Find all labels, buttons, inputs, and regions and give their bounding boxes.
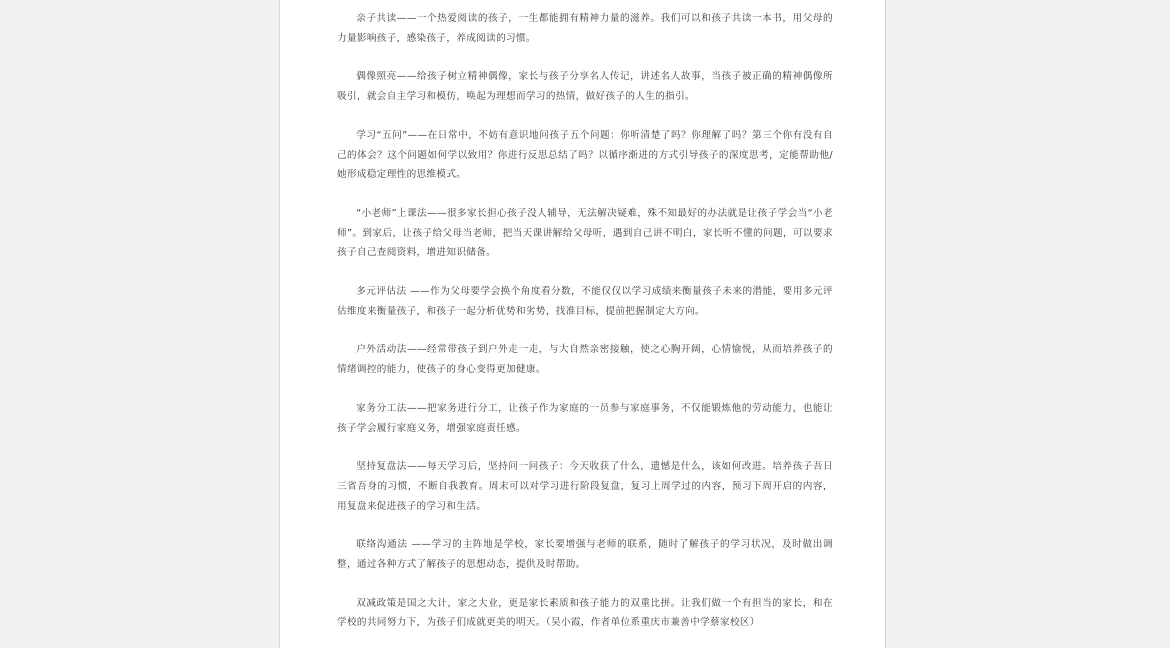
- paragraph-five-questions: 学习“五问”——在日常中，不妨有意识地问孩子五个问题：你听清楚了吗？你理解了吗？第三个你有没有自己的体会？这个问题如何学以致用？你进行反思总结了吗？以循序渐进的方式引导孩子的深度思考，定能帮助他/她形成稳定理性的思维模式。: [337, 129, 833, 181]
- document-page: [279, 0, 886, 648]
- article-body: [337, 9, 833, 648]
- paragraph-little-teacher: “小老师”上课法——很多家长担心孩子没人辅导，无法解决疑难，殊不知最好的办法就是让孩子学会当“小老师”。到家后，让孩子给父母当老师，把当天课讲解给父母听，遇到自己讲不明白，家长听不懂的问题，可以要求孩子自己查阅资料，增进知识储备。: [337, 207, 833, 259]
- paragraph-outdoor-activity: 户外活动法——经常带孩子到户外走一走，与大自然亲密接触，使之心胸开阔，心情愉悦，从而培养孩子的情绪调控的能力，使孩子的身心变得更加健康。: [337, 344, 833, 376]
- paragraph-reading-together: 亲子共读——一个热爱阅读的孩子，一生都能拥有精神力量的滋养。我们可以和孩子共读一本书，用父母的力量影响孩子，感染孩子，养成阅读的习惯。: [337, 13, 833, 44]
- paragraph-review: 坚持复盘法——每天学习后，坚持问一问孩子：今天收获了什么，遗憾是什么，该如何改进。培养孩子吾日三省吾身的习惯，不断自我教育。周末可以对学习进行阶段复盘，复习上周学过的内容，预习下周开启的内容，用复盘来促进孩子的学习和生活。: [337, 461, 833, 512]
- paragraph-role-model: 偶像照亮——给孩子树立精神偶像，家长与孩子分享名人传记，讲述名人故事，当孩子被正确的精神偶像所吸引，就会自主学习和模仿，唤起为理想而学习的热情，做好孩子的人生的指引。: [337, 71, 833, 103]
- paragraph-housework: 家务分工法——把家务进行分工，让孩子作为家庭的一员参与家庭事务，不仅能锻炼他的劳动能力，也能让孩子学会履行家庭义务，增强家庭责任感。: [337, 402, 833, 434]
- paragraph-multi-evaluation: 多元评估法 ——作为父母要学会换个角度看分数，不能仅仅以学习成绩来衡量孩子未来的潜能，要用多元评估维度来衡量孩子，和孩子一起分析优势和劣势，找准目标，提前把握制定大方向。: [337, 286, 833, 317]
- paragraph-conclusion: 双减政策是国之大计，家之大业，更是家长素质和孩子能力的双重比拼。让我们做一个有担当的家长，和在学校的共同努力下，为孩子们成就更美的明天。（吴小霞，作者单位系重庆市兼善中学蔡家校区）: [337, 597, 833, 629]
- paragraph-communication: 联络沟通法 ——学习的主阵地是学校，家长要增强与老师的联系，随时了解孩子的学习状况，及时做出调整，通过各种方式了解孩子的思想动态，提供及时帮助。: [337, 539, 833, 571]
